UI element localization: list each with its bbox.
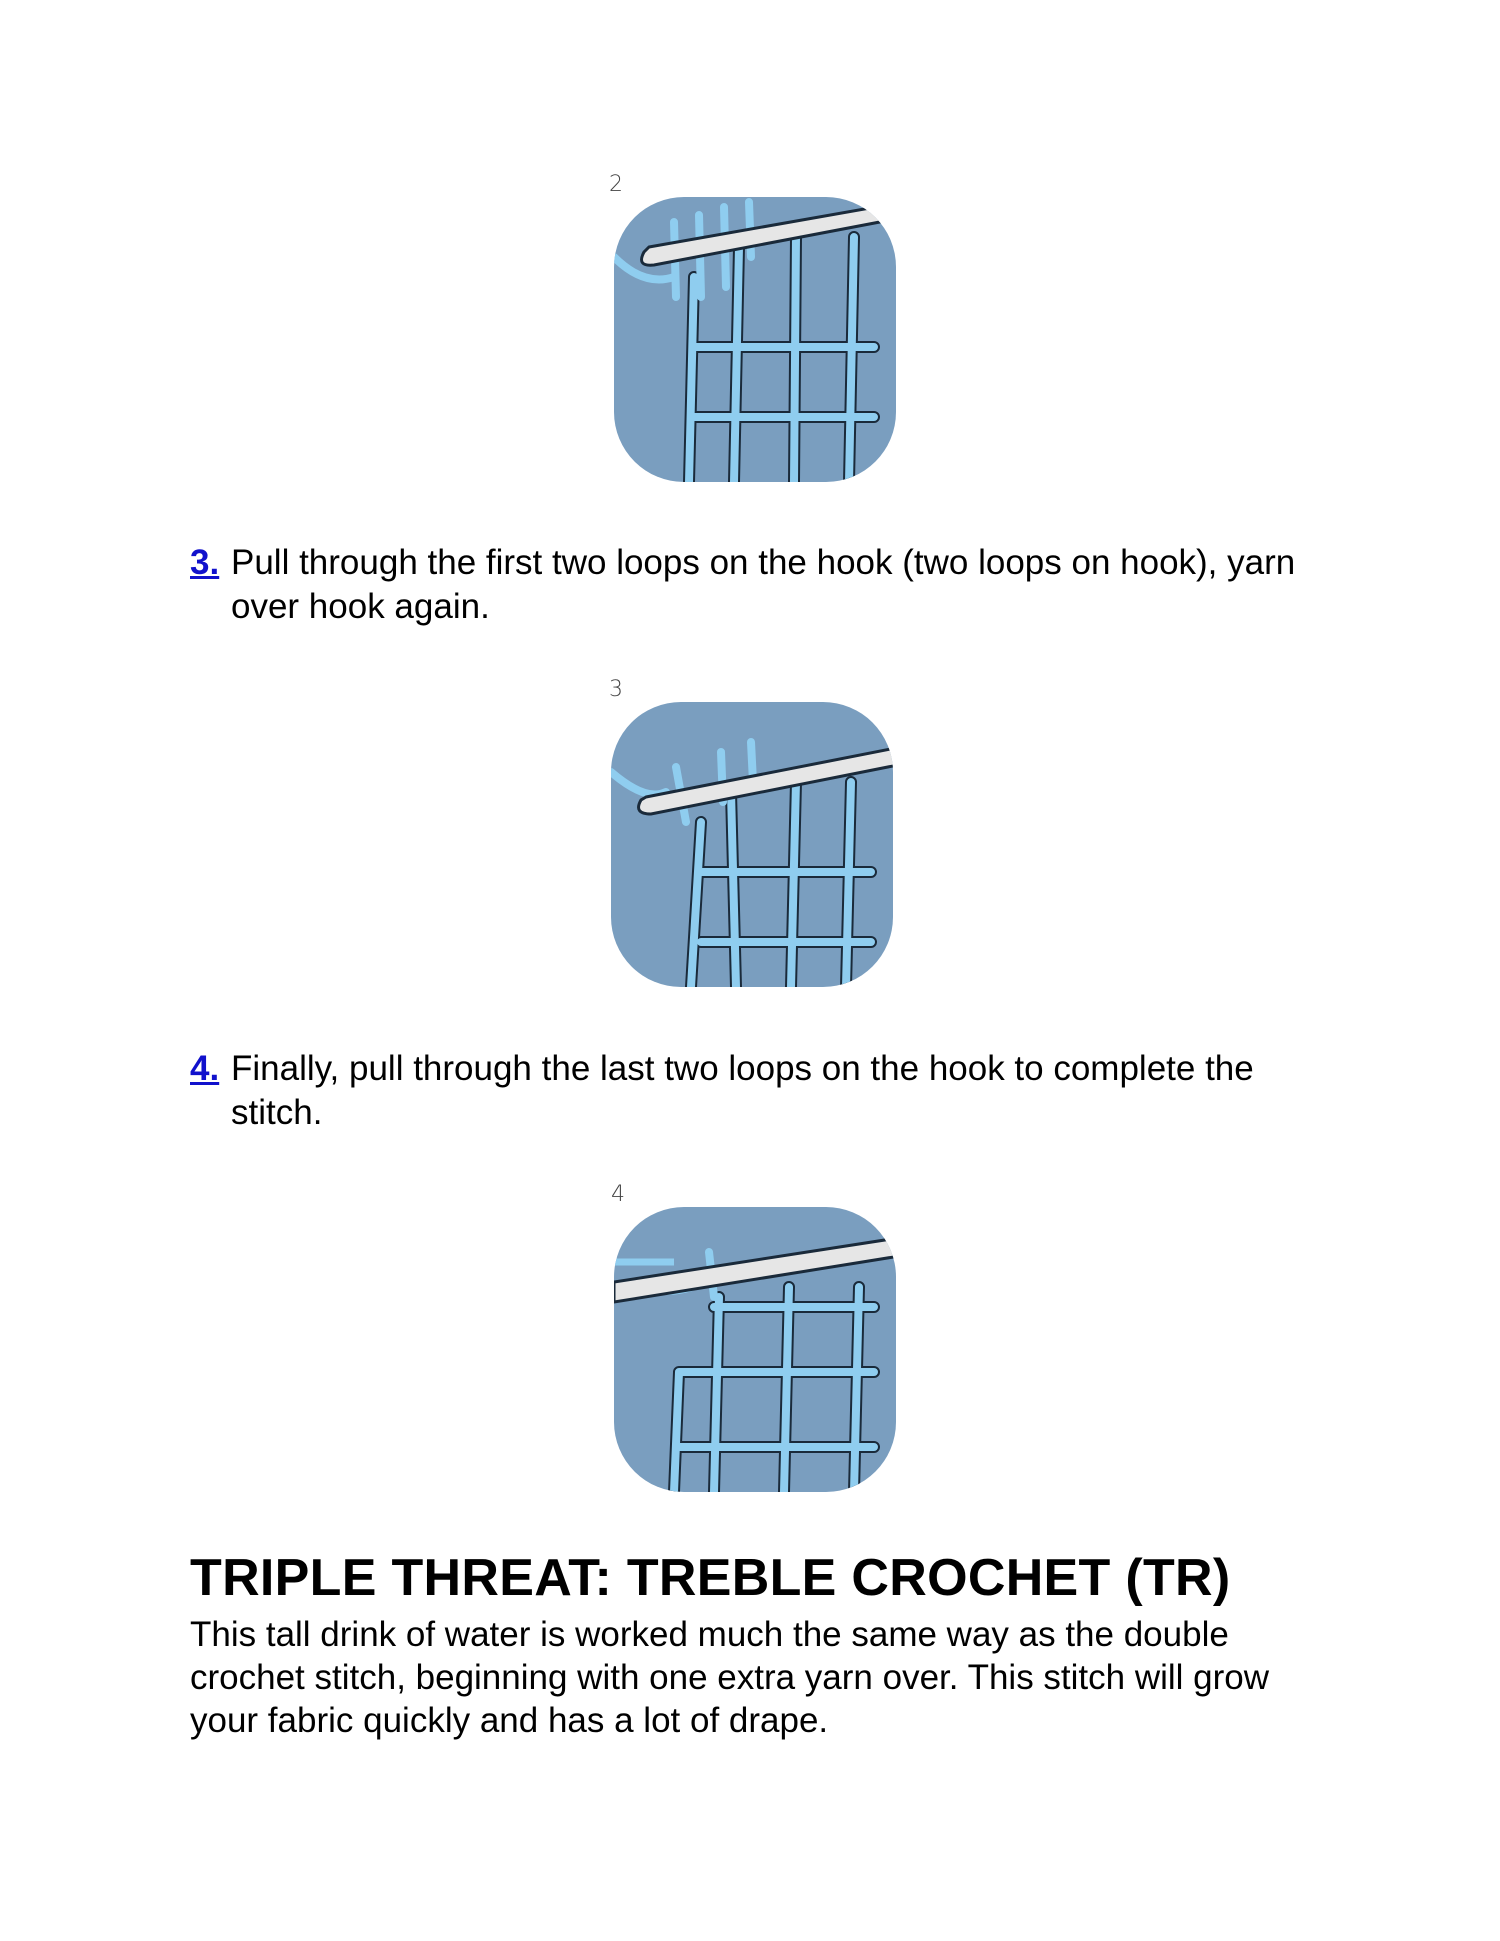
section-paragraph: This tall drink of water is worked much the same way as the double crochet stitch, beginning with one extra yarn over. This stitch will grow your fabric quickly and has a lot of drape. xyxy=(190,1615,1270,1740)
figure-number: 4 xyxy=(611,1182,625,1207)
figure-number: 3 xyxy=(609,677,623,702)
step-text: Pull through the first two loops on the hook (two loops on hook), yarn over hook again. xyxy=(231,543,1296,626)
crochet-illustration-4 xyxy=(614,1207,896,1492)
crochet-illustration-3 xyxy=(611,702,893,987)
step-item xyxy=(190,541,1350,629)
crochet-illustration-2 xyxy=(614,197,896,482)
section-heading: TRIPLE THREAT: TREBLE CROCHET (TR) xyxy=(190,1549,1231,1607)
step-number-link[interactable]: 3. xyxy=(190,543,220,582)
figure-number: 2 xyxy=(609,172,623,197)
step-number-link[interactable]: 4. xyxy=(190,1049,220,1088)
step-item xyxy=(190,1047,1350,1135)
step-text: Finally, pull through the last two loops on the hook to complete the stitch. xyxy=(231,1049,1254,1132)
